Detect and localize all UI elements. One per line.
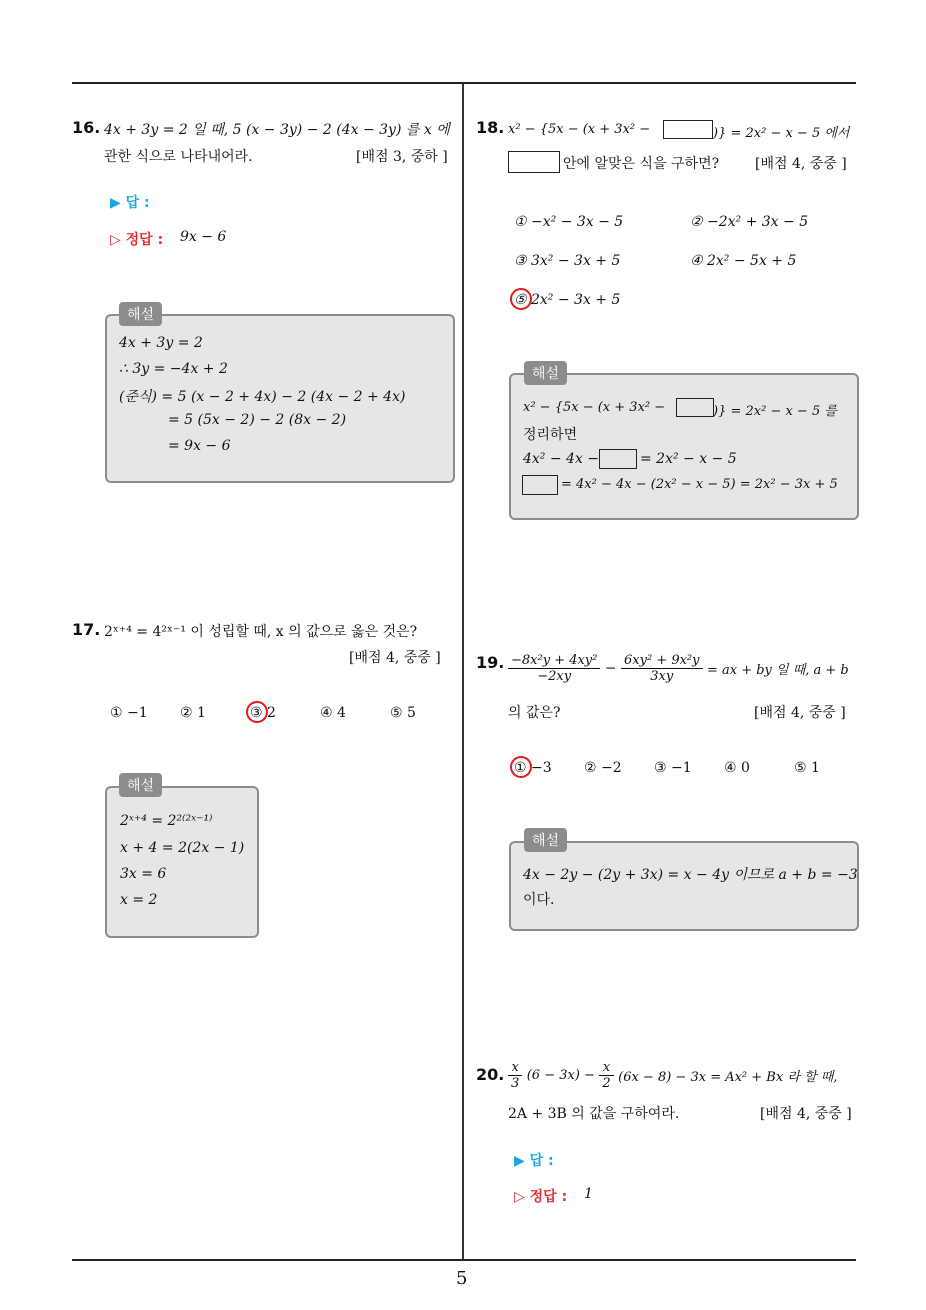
- correct-answer-value: 9x − 6: [180, 229, 227, 245]
- solution-line: 3x = 6: [120, 866, 167, 882]
- solution-line: 4x + 3y = 2: [119, 335, 203, 351]
- question-text-line2: 2A + 3B 의 값을 구하여라.: [508, 1106, 680, 1122]
- choice-2[interactable]: ② −2x² + 3x − 5: [690, 214, 809, 230]
- choice-2[interactable]: ② 1: [180, 705, 206, 721]
- solution-line: 4x² − 4x −: [523, 451, 600, 467]
- correct-answer-label: ▷ 정답 :: [110, 232, 164, 248]
- fraction: [599, 1060, 613, 1091]
- solution-box: [509, 841, 859, 931]
- choice-2[interactable]: ② −2: [584, 760, 622, 776]
- choice-5[interactable]: ⑤ 5: [390, 705, 416, 721]
- question-text-tail: = ax + by 일 때, a + b: [706, 663, 849, 678]
- correct-answer-label: ▷ 정답 :: [514, 1189, 568, 1205]
- solution-tag: 해설: [119, 773, 162, 797]
- score-meta: [배점 4, 중중 ]: [349, 650, 441, 666]
- fraction: [508, 1060, 522, 1091]
- question-text-line2: 안에 알맞은 식을 구하면?: [563, 156, 720, 172]
- solution-box: [105, 786, 259, 938]
- question-number: 17.: [72, 620, 101, 639]
- choice-5[interactable]: ⑤ 2x² − 3x + 5: [514, 292, 621, 308]
- blank-box: [599, 449, 637, 469]
- top-rule: [72, 82, 856, 84]
- score-meta: [배점 4, 중중 ]: [754, 705, 846, 721]
- blank-box: [508, 151, 560, 173]
- bottom-rule: [72, 1259, 856, 1261]
- question-text-line2: 관한 식으로 나타내어라.: [104, 149, 253, 165]
- choice-4[interactable]: ④ 4: [320, 705, 346, 721]
- question-text-tail: (6x − 8) − 3x = Ax² + Bx 라 할 때,: [618, 1070, 838, 1085]
- solution-line: = 2x² − x − 5: [640, 451, 737, 467]
- choice-4[interactable]: ④ 0: [724, 760, 750, 776]
- solution-line: = 5 (5x − 2) − 2 (8x − 2): [168, 412, 347, 428]
- fraction-denominator: 3: [511, 1076, 520, 1091]
- question-number: 20.: [476, 1065, 505, 1084]
- fraction-denominator: −2xy: [537, 669, 572, 684]
- solution-line: x + 4 = 2(2x − 1): [120, 840, 245, 856]
- correct-answer-value: 1: [584, 1186, 593, 1202]
- solution-line: = 9x − 6: [168, 438, 231, 454]
- question-text: 2ˣ⁺⁴ = 4²ˣ⁻¹ 이 성립할 때, x 의 값으로 옳은 것은?: [104, 624, 418, 640]
- answer-label: ▶ 답 :: [110, 195, 150, 211]
- question-number: 19.: [476, 653, 505, 672]
- fraction-numerator: −8x²y + 4xy²: [508, 653, 600, 669]
- choice-1[interactable]: ① −x² − 3x − 5: [514, 214, 624, 230]
- blank-box: [663, 120, 713, 139]
- question-text: 4x + 3y = 2 일 때, 5 (x − 3y) − 2 (4x − 3y) 를 x 에: [104, 122, 450, 138]
- question-text-mid: (6 − 3x) −: [526, 1068, 595, 1083]
- solution-line: 4x − 2y − (2y + 3x) = x − 4y 이므로 a + b = −3: [523, 867, 858, 883]
- solution-box: [509, 373, 859, 520]
- score-meta: [배점 4, 중중 ]: [760, 1106, 852, 1122]
- column-divider: [462, 84, 464, 1260]
- question-text: x² − {5x − (x + 3x² −: [508, 122, 651, 137]
- minus-sign: −: [604, 660, 617, 677]
- selected-answer-circle: [510, 756, 532, 778]
- fraction-numerator: 6xy² + 9x²y: [621, 653, 702, 669]
- solution-line: = 4x² − 4x − (2x² − x − 5) = 2x² − 3x + 5: [561, 477, 838, 492]
- solution-line: x = 2: [120, 892, 158, 908]
- choice-1[interactable]: ① −3: [514, 760, 552, 776]
- choice-3[interactable]: ③ 3x² − 3x + 5: [514, 253, 621, 269]
- solution-line: ∴ 3y = −4x + 2: [119, 361, 228, 377]
- choice-3[interactable]: ③ 2: [250, 705, 276, 721]
- solution-tag: 해설: [524, 361, 567, 385]
- blank-box: [676, 398, 714, 417]
- choice-3[interactable]: ③ −1: [654, 760, 692, 776]
- question-number: 18.: [476, 118, 505, 137]
- fraction-numerator: x: [599, 1060, 613, 1076]
- blank-box: [522, 475, 558, 495]
- solution-line: 정리하면: [523, 427, 578, 443]
- score-meta: [배점 3, 중하 ]: [356, 149, 448, 165]
- solution-line: 이다.: [523, 892, 555, 908]
- solution-line-tail: )} = 2x² − x − 5 를: [713, 404, 837, 419]
- choice-4[interactable]: ④ 2x² − 5x + 5: [690, 253, 797, 269]
- question-number: 16.: [72, 118, 101, 137]
- question-text-tail: )} = 2x² − x − 5 에서: [713, 126, 850, 141]
- solution-line: 2ˣ⁺⁴ = 2²⁽²ˣ⁻¹⁾: [120, 813, 213, 829]
- fraction: [621, 653, 702, 684]
- choice-5[interactable]: ⑤ 1: [794, 760, 820, 776]
- answer-label: ▶ 답 :: [514, 1153, 554, 1169]
- question-formula: [508, 1060, 837, 1091]
- question-text-line2: 의 값은?: [508, 705, 561, 721]
- fraction-denominator: 2: [602, 1076, 611, 1091]
- choice-1[interactable]: ① −1: [110, 705, 148, 721]
- solution-tag: 해설: [119, 302, 162, 326]
- selected-answer-circle: [246, 701, 268, 723]
- selected-answer-circle: [510, 288, 532, 310]
- fraction-denominator: 3xy: [650, 669, 674, 684]
- solution-tag: 해설: [524, 828, 567, 852]
- fraction-numerator: x: [508, 1060, 522, 1076]
- question-formula: [508, 653, 849, 684]
- fraction: [508, 653, 600, 684]
- page-number: 5: [456, 1268, 468, 1289]
- solution-line: (준식) = 5 (x − 2 + 4x) − 2 (4x − 2 + 4x): [119, 389, 406, 405]
- solution-line: x² − {5x − (x + 3x² −: [523, 400, 666, 415]
- score-meta: [배점 4, 중중 ]: [755, 156, 847, 172]
